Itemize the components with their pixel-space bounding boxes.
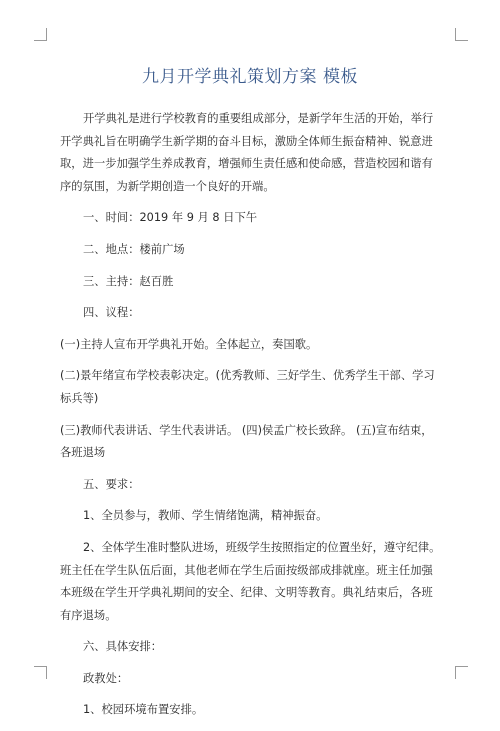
crop-mark-top-left — [34, 28, 47, 41]
document-title: 九月开学典礼策划方案 模板 — [142, 67, 358, 87]
item-host: 三、主持：赵百胜 — [83, 274, 174, 288]
arrangement-1: 1、校园环境布置安排。 — [83, 703, 204, 717]
requirement-1: 1、全员参与，教师、学生情绪饱满，精神振奋。 — [83, 509, 328, 523]
agenda-step-2: (二)景年绪宣布学校表彰决定。(优秀教师、三好学生、优秀学生干部、学习标兵等) — [60, 369, 435, 405]
item-arrangements-heading: 六、具体安排： — [83, 640, 163, 654]
requirement-2: 2、全体学生准时整队进场，班级学生按照指定的位置坐好，遵守纪律。班主任在学生队伍后面，其他老师在学生后面按级部成排就座。班主任加强本班级在学生开学典礼期间的安全、纪律、文明等教育。典礼结束后，各班有序退场。 — [60, 540, 441, 622]
item-requirements-heading: 五、要求： — [83, 477, 140, 491]
item-time: 一、时间：2019 年 9 月 8 日下午 — [83, 211, 258, 225]
document-body — [60, 108, 443, 731]
item-location: 二、地点：楼前广场 — [83, 242, 185, 256]
crop-mark-bottom-left — [34, 666, 47, 679]
item-agenda-heading: 四、议程： — [83, 306, 140, 320]
intro-paragraph: 开学典礼是进行学校教育的重要组成部分，是新学年生活的开始，举行开学典礼旨在明确学生新学期的奋斗目标，激励全体师生振奋精神、锐意进取，进一步加强学生养成教育，增强师生责任感和使命感，营造校园和谐有序的氛围，为新学期创造一个良好的开端。 — [60, 112, 434, 193]
crop-mark-bottom-right — [455, 666, 468, 679]
agenda-step-3-5: (三)教师代表讲话、学生代表讲话。 (四)侯孟广校长致辞。 (五)宣布结束，各班退场 — [60, 423, 433, 460]
crop-mark-top-right — [455, 28, 468, 41]
department-label: 政教处： — [83, 671, 129, 685]
agenda-step-1: (一)主持人宣布开学典礼开始。全体起立，奏国歌。 — [60, 337, 318, 351]
